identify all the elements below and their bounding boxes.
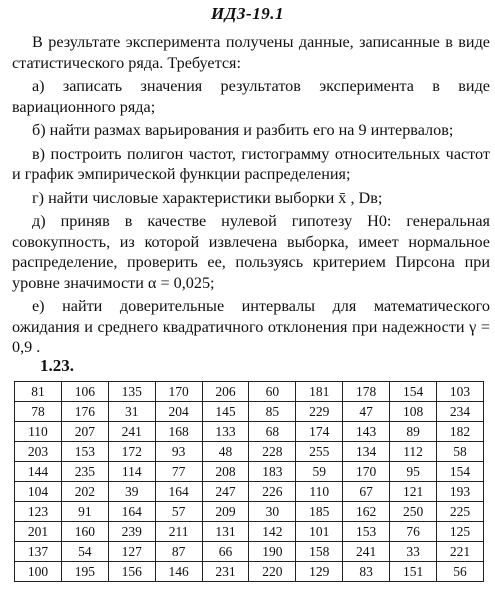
page-title: ИДЗ-19.1 <box>211 4 284 23</box>
table-cell: 145 <box>202 402 249 422</box>
table-cell: 151 <box>390 562 437 582</box>
table-cell: 67 <box>343 482 390 502</box>
table-cell: 235 <box>61 462 108 482</box>
table-cell: 247 <box>202 482 249 502</box>
table-cell: 209 <box>202 502 249 522</box>
table-cell: 190 <box>249 542 296 562</box>
table-cell: 182 <box>437 422 484 442</box>
table-cell: 108 <box>390 402 437 422</box>
table-cell: 174 <box>296 422 343 442</box>
table-cell: 241 <box>108 422 155 442</box>
table-cell: 142 <box>249 522 296 542</box>
table-cell: 146 <box>155 562 202 582</box>
table-cell: 77 <box>155 462 202 482</box>
table-cell: 125 <box>437 522 484 542</box>
table-cell: 56 <box>437 562 484 582</box>
task-item-v: в) построить полигон частот, гистограмму относительных частот и график эмпирической функции распределения; <box>12 144 490 183</box>
table-cell: 156 <box>108 562 155 582</box>
table-cell: 106 <box>61 382 108 402</box>
table-cell: 211 <box>155 522 202 542</box>
table-cell: 239 <box>108 522 155 542</box>
table-row <box>15 462 484 482</box>
table-cell: 87 <box>155 542 202 562</box>
table-cell: 220 <box>249 562 296 582</box>
table-cell: 225 <box>437 502 484 522</box>
table-row <box>15 442 484 462</box>
table-row <box>15 422 484 442</box>
table-cell: 172 <box>108 442 155 462</box>
table-cell: 76 <box>390 522 437 542</box>
table-cell: 30 <box>249 502 296 522</box>
data-table <box>14 381 484 582</box>
table-cell: 229 <box>296 402 343 422</box>
table-cell: 195 <box>61 562 108 582</box>
table-cell: 193 <box>437 482 484 502</box>
table-cell: 185 <box>296 502 343 522</box>
table-cell: 85 <box>249 402 296 422</box>
table-cell: 47 <box>343 402 390 422</box>
table-cell: 234 <box>437 402 484 422</box>
table-cell: 100 <box>15 562 62 582</box>
table-cell: 123 <box>15 502 62 522</box>
table-cell: 164 <box>108 502 155 522</box>
table-cell: 162 <box>343 502 390 522</box>
table-cell: 160 <box>61 522 108 542</box>
table-row <box>15 542 484 562</box>
table-cell: 81 <box>15 382 62 402</box>
table-cell: 241 <box>343 542 390 562</box>
task-text <box>12 32 490 361</box>
table-cell: 178 <box>343 382 390 402</box>
table-row <box>15 502 484 522</box>
table-cell: 144 <box>15 462 62 482</box>
table-cell: 203 <box>15 442 62 462</box>
table-cell: 221 <box>437 542 484 562</box>
task-item-b: б) найти размах варьирования и разбить его на 9 интервалов; <box>32 121 454 139</box>
table-row <box>15 382 484 402</box>
table-row <box>15 402 484 422</box>
table-cell: 134 <box>343 442 390 462</box>
intro-paragraph: В результате эксперимента получены данные, записанные в виде статистического ряда. Требуется: <box>12 33 490 72</box>
table-cell: 33 <box>390 542 437 562</box>
table-cell: 110 <box>15 422 62 442</box>
table-cell: 93 <box>155 442 202 462</box>
table-cell: 112 <box>390 442 437 462</box>
table-cell: 204 <box>155 402 202 422</box>
table-cell: 48 <box>202 442 249 462</box>
task-item-a: а) записать значения результатов эксперимента в виде вариационного ряда; <box>12 77 490 116</box>
table-cell: 255 <box>296 442 343 462</box>
table-row <box>15 562 484 582</box>
table-cell: 68 <box>249 422 296 442</box>
table-cell: 228 <box>249 442 296 462</box>
table-cell: 103 <box>437 382 484 402</box>
table-cell: 176 <box>61 402 108 422</box>
task-item-g: г) найти числовые характеристики выборки x̄ , Dв; <box>32 188 383 207</box>
table-cell: 57 <box>155 502 202 522</box>
table-cell: 164 <box>155 482 202 502</box>
table-cell: 170 <box>343 462 390 482</box>
table-cell: 95 <box>390 462 437 482</box>
problem-number: 1.23. <box>40 356 74 375</box>
table-cell: 133 <box>202 422 249 442</box>
table-cell: 54 <box>61 542 108 562</box>
table-cell: 153 <box>61 442 108 462</box>
table-cell: 154 <box>390 382 437 402</box>
table-cell: 101 <box>296 522 343 542</box>
table-cell: 60 <box>249 382 296 402</box>
table-cell: 183 <box>249 462 296 482</box>
table-cell: 89 <box>390 422 437 442</box>
table-cell: 250 <box>390 502 437 522</box>
table-cell: 202 <box>61 482 108 502</box>
table-cell: 59 <box>296 462 343 482</box>
table-cell: 121 <box>390 482 437 502</box>
task-item-d: д) приняв в качестве нулевой гипотезу H0: генеральная совокупность, из которой извлечена выборка, имеет нормальное распределение, проверить ее, пользуясь критерием Пирсона при уровне значимости α = 0,025; <box>12 212 490 292</box>
table-cell: 110 <box>296 482 343 502</box>
table-row <box>15 482 484 502</box>
table-cell: 129 <box>296 562 343 582</box>
table-cell: 201 <box>15 522 62 542</box>
table-cell: 168 <box>155 422 202 442</box>
table-cell: 158 <box>296 542 343 562</box>
task-item-e: е) найти доверительные интервалы для математического ожидания и среднего квадратичного отклонения при надежности γ = 0,9 . <box>12 297 490 356</box>
table-cell: 207 <box>61 422 108 442</box>
table-cell: 127 <box>108 542 155 562</box>
table-cell: 137 <box>15 542 62 562</box>
table-cell: 91 <box>61 502 108 522</box>
table-cell: 31 <box>108 402 155 422</box>
table-cell: 206 <box>202 382 249 402</box>
table-cell: 131 <box>202 522 249 542</box>
table-cell: 104 <box>15 482 62 502</box>
table-cell: 39 <box>108 482 155 502</box>
table-cell: 231 <box>202 562 249 582</box>
table-cell: 114 <box>108 462 155 482</box>
table-cell: 78 <box>15 402 62 422</box>
table-cell: 154 <box>437 462 484 482</box>
table-cell: 58 <box>437 442 484 462</box>
table-cell: 66 <box>202 542 249 562</box>
table-cell: 208 <box>202 462 249 482</box>
table-cell: 143 <box>343 422 390 442</box>
table-row <box>15 522 484 542</box>
table-cell: 181 <box>296 382 343 402</box>
table-cell: 135 <box>108 382 155 402</box>
table-cell: 153 <box>343 522 390 542</box>
table-cell: 170 <box>155 382 202 402</box>
table-cell: 83 <box>343 562 390 582</box>
table-cell: 226 <box>249 482 296 502</box>
